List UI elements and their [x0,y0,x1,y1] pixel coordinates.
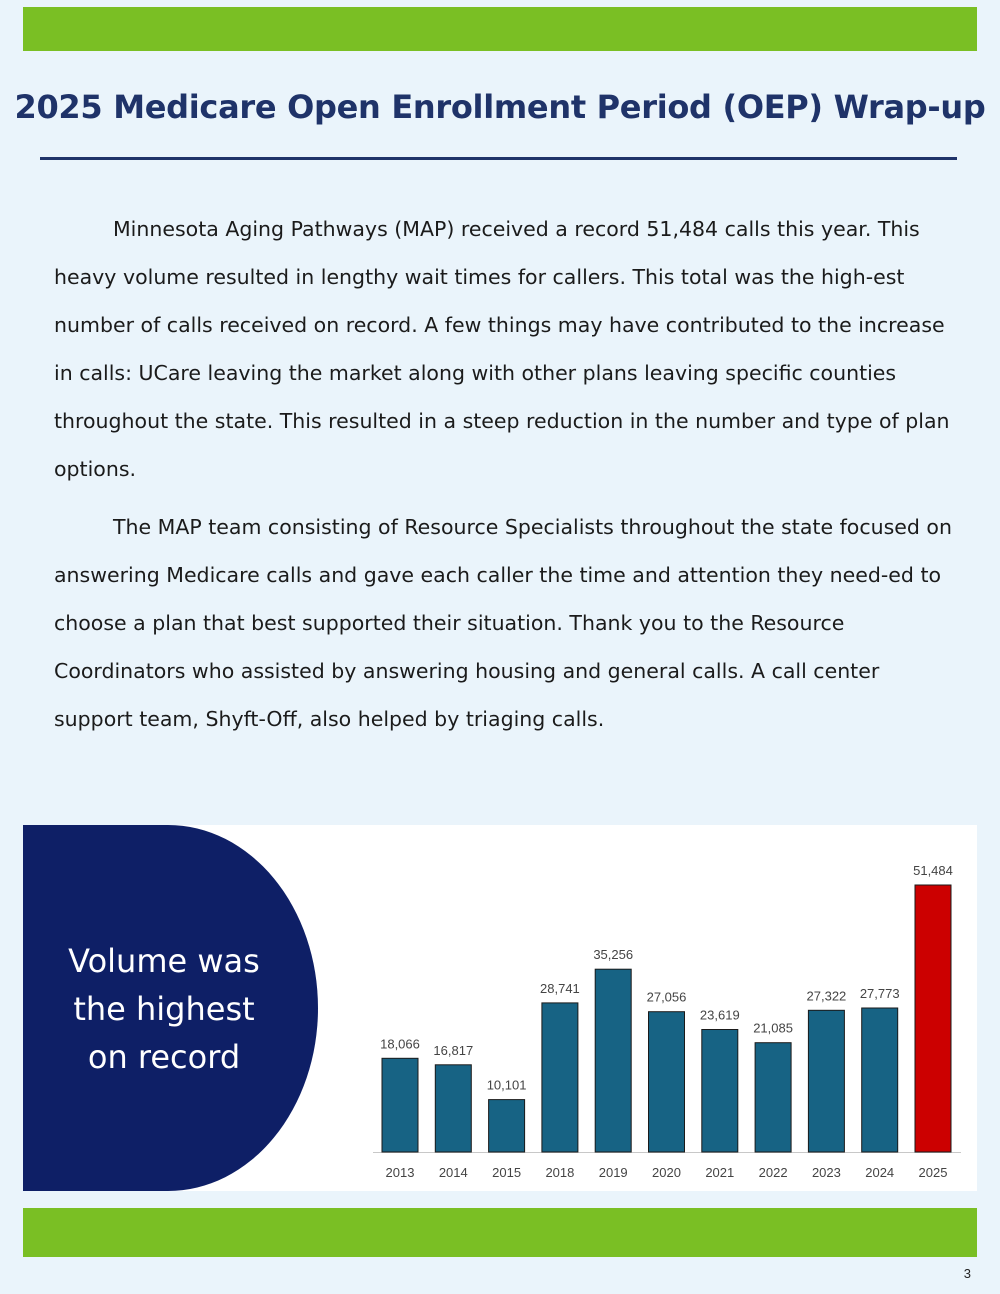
data-label-2018: 28,741 [540,980,580,996]
bottom-accent-band [23,1208,977,1257]
bar-2019 [595,969,631,1152]
bar-2015 [489,1100,525,1152]
bar-2025 [915,885,951,1152]
call-volume-bar-chart [363,825,973,1191]
data-label-2015: 10,101 [486,1077,527,1093]
tick-label-2021: 2021 [705,1165,735,1180]
tick-label-2023: 2023 [811,1165,841,1180]
data-label-2025: 51,484 [913,863,953,878]
tick-label-2019: 2019 [598,1165,628,1180]
bar-2022 [755,1043,791,1152]
data-label-2020: 27,056 [646,989,687,1005]
bar-2018 [542,1003,578,1152]
bar-2021 [702,1030,738,1153]
data-label-2021: 23,619 [699,1007,740,1023]
data-label-2019: 35,256 [593,947,634,963]
body-paragraph [54,503,954,743]
tick-label-2018: 2018 [545,1165,575,1180]
chart-panel [23,825,977,1191]
data-label-2024: 27,773 [859,986,900,1001]
bar-2023 [808,1010,844,1152]
title-underline [40,157,957,160]
tick-label-2025: 2025 [918,1165,948,1180]
body-paragraph-text: Minnesota Aging Pathways (MAP) received a record 51,484 calls this year. This heavy volume resulted in lengthy wait times for callers. This total was the high-est number of calls received on record. A few things may have contributed to the increase in calls: UCare leaving the market along with other plans leaving specific counties throughout the state. This resulted in a steep reduction in the number and type of plan options. [54,217,950,481]
top-accent-band [23,7,977,51]
bar-2020 [649,1012,685,1152]
callout-text: Volume was the highest on record [68,942,260,1076]
tick-label-2013: 2013 [385,1165,415,1180]
bar-2014 [435,1065,471,1152]
callout-shape [23,825,318,1191]
tick-label-2014: 2014 [438,1165,468,1180]
bar-2013 [382,1058,418,1152]
bar-2024 [862,1008,898,1152]
body-paragraph-text: The MAP team consisting of Resource Specialists throughout the state focused on answering Medicare calls and gave each caller the time and attention they need-ed to choose a plan that best supported their situation. Thank you to the Resource Coordinators who assisted by answering housing and general calls. A call center support team, Shyft-Off, also helped by triaging calls. [54,515,952,731]
data-label-2022: 21,085 [753,1020,793,1036]
data-label-2014: 16,817 [433,1042,474,1058]
page-title: 2025 Medicare Open Enrollment Period (OEP) Wrap-up [14,88,986,126]
article-body [54,205,954,743]
data-label-2013: 18,066 [380,1036,420,1052]
tick-label-2015: 2015 [492,1165,522,1180]
tick-label-2022: 2022 [758,1165,788,1180]
tick-label-2020: 2020 [652,1165,681,1180]
data-label-2023: 27,322 [806,988,847,1004]
body-paragraph [54,205,954,493]
tick-label-2024: 2024 [865,1165,895,1180]
page-number: 3 [963,1266,971,1281]
